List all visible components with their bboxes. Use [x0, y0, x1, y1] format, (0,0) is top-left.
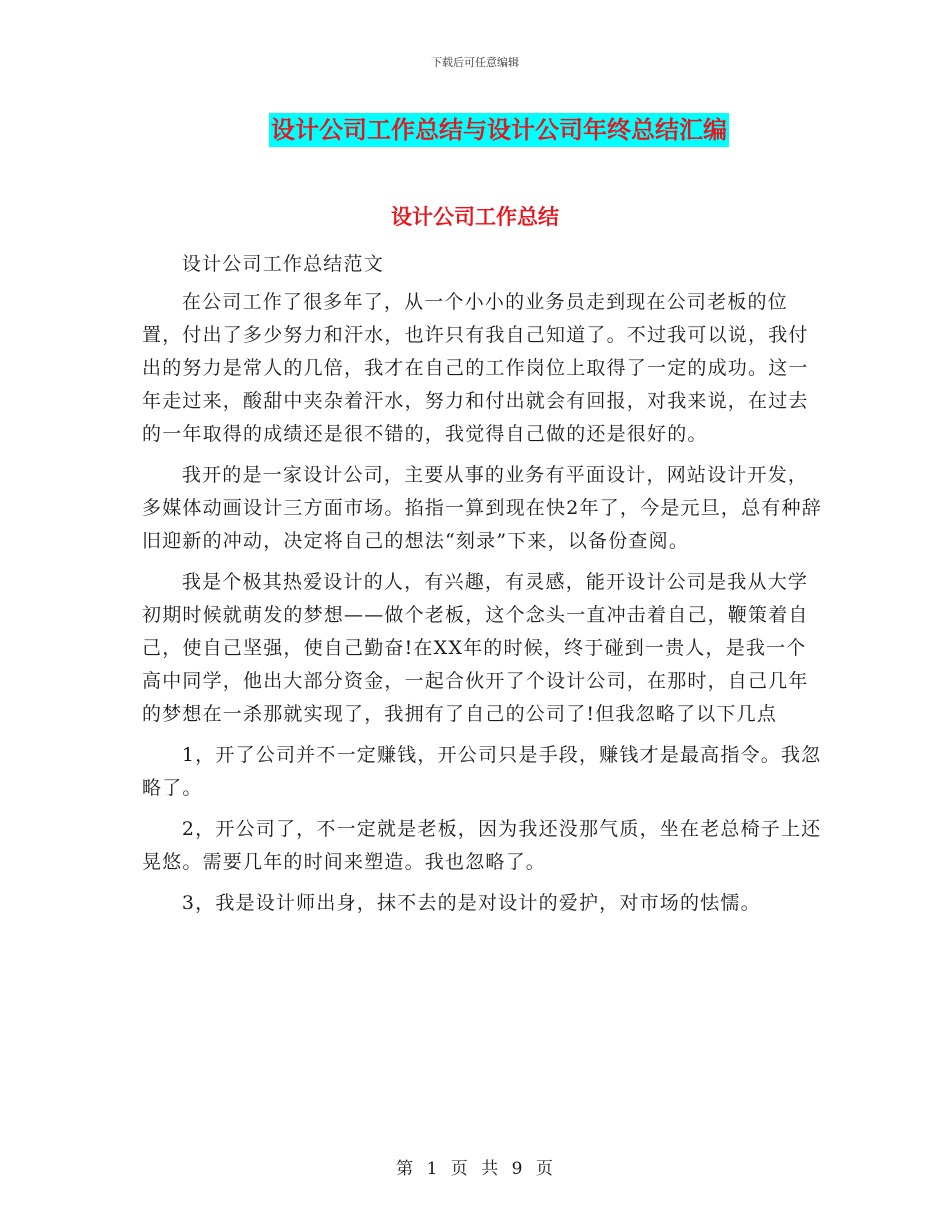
- list-paragraph: 1，开了公司并不一定赚钱，开公司只是手段，赚钱才是最高指令。我忽略了。: [142, 744, 822, 799]
- paragraph: 我开的是一家设计公司，主要从事的业务有平面设计，网站设计开发，多媒体动画设计三方面市场。掐指一算到现在快2年了，今是元旦，总有种辞旧迎新的冲动，决定将自己的想法“刻录”下来，以备份查阅。: [142, 464, 822, 552]
- list-paragraph: 3，我是设计师出身，抹不去的是对设计的爱护，对市场的怯懦。: [181, 892, 761, 914]
- subheading: 设计公司工作总结范文: [181, 253, 384, 275]
- main-title-container: [0, 113, 950, 147]
- paragraph: 我是个极其热爱设计的人，有兴趣，有灵感，能开设计公司是我从大学初期时候就萌发的梦想——做个老板，这个念头一直冲击着自己，鞭策着自己，使自己坚强，使自己勤奋!在XX年的时候，终于碰到一贵人，是我一个高中同学，他出大部分资金，一起合伙开了个设计公司，在那时，自己几年的梦想在一杀那就实现了，我拥有了自己的公司了!但我忽略了以下几点: [142, 571, 809, 725]
- section-title: 设计公司工作总结: [391, 205, 559, 229]
- list-paragraph: 2，开公司了，不一定就是老板，因为我还没那气质，坐在老总椅子上还晃悠。需要几年的时间来塑造。我也忽略了。: [142, 818, 822, 873]
- paragraph: 在公司工作了很多年了，从一个小小的业务员走到现在公司老板的位置，付出了多少努力和汗水，也许只有我自己知道了。不过我可以说，我付出的努力是常人的几倍，我才在自己的工作岗位上取得了一定的成功。这一年走过来，酸甜中夹杂着汗水，努力和付出就会有回报，对我来说，在过去的一年取得的成绩还是很不错的，我觉得自己做的还是很好的。: [142, 291, 809, 445]
- main-title: 设计公司工作总结与设计公司年终总结汇编: [269, 113, 729, 147]
- document-body: [142, 248, 822, 928]
- header-note: 下载后可任意编辑: [431, 56, 519, 69]
- page-footer: 第 1 页 共 9 页: [396, 1159, 554, 1179]
